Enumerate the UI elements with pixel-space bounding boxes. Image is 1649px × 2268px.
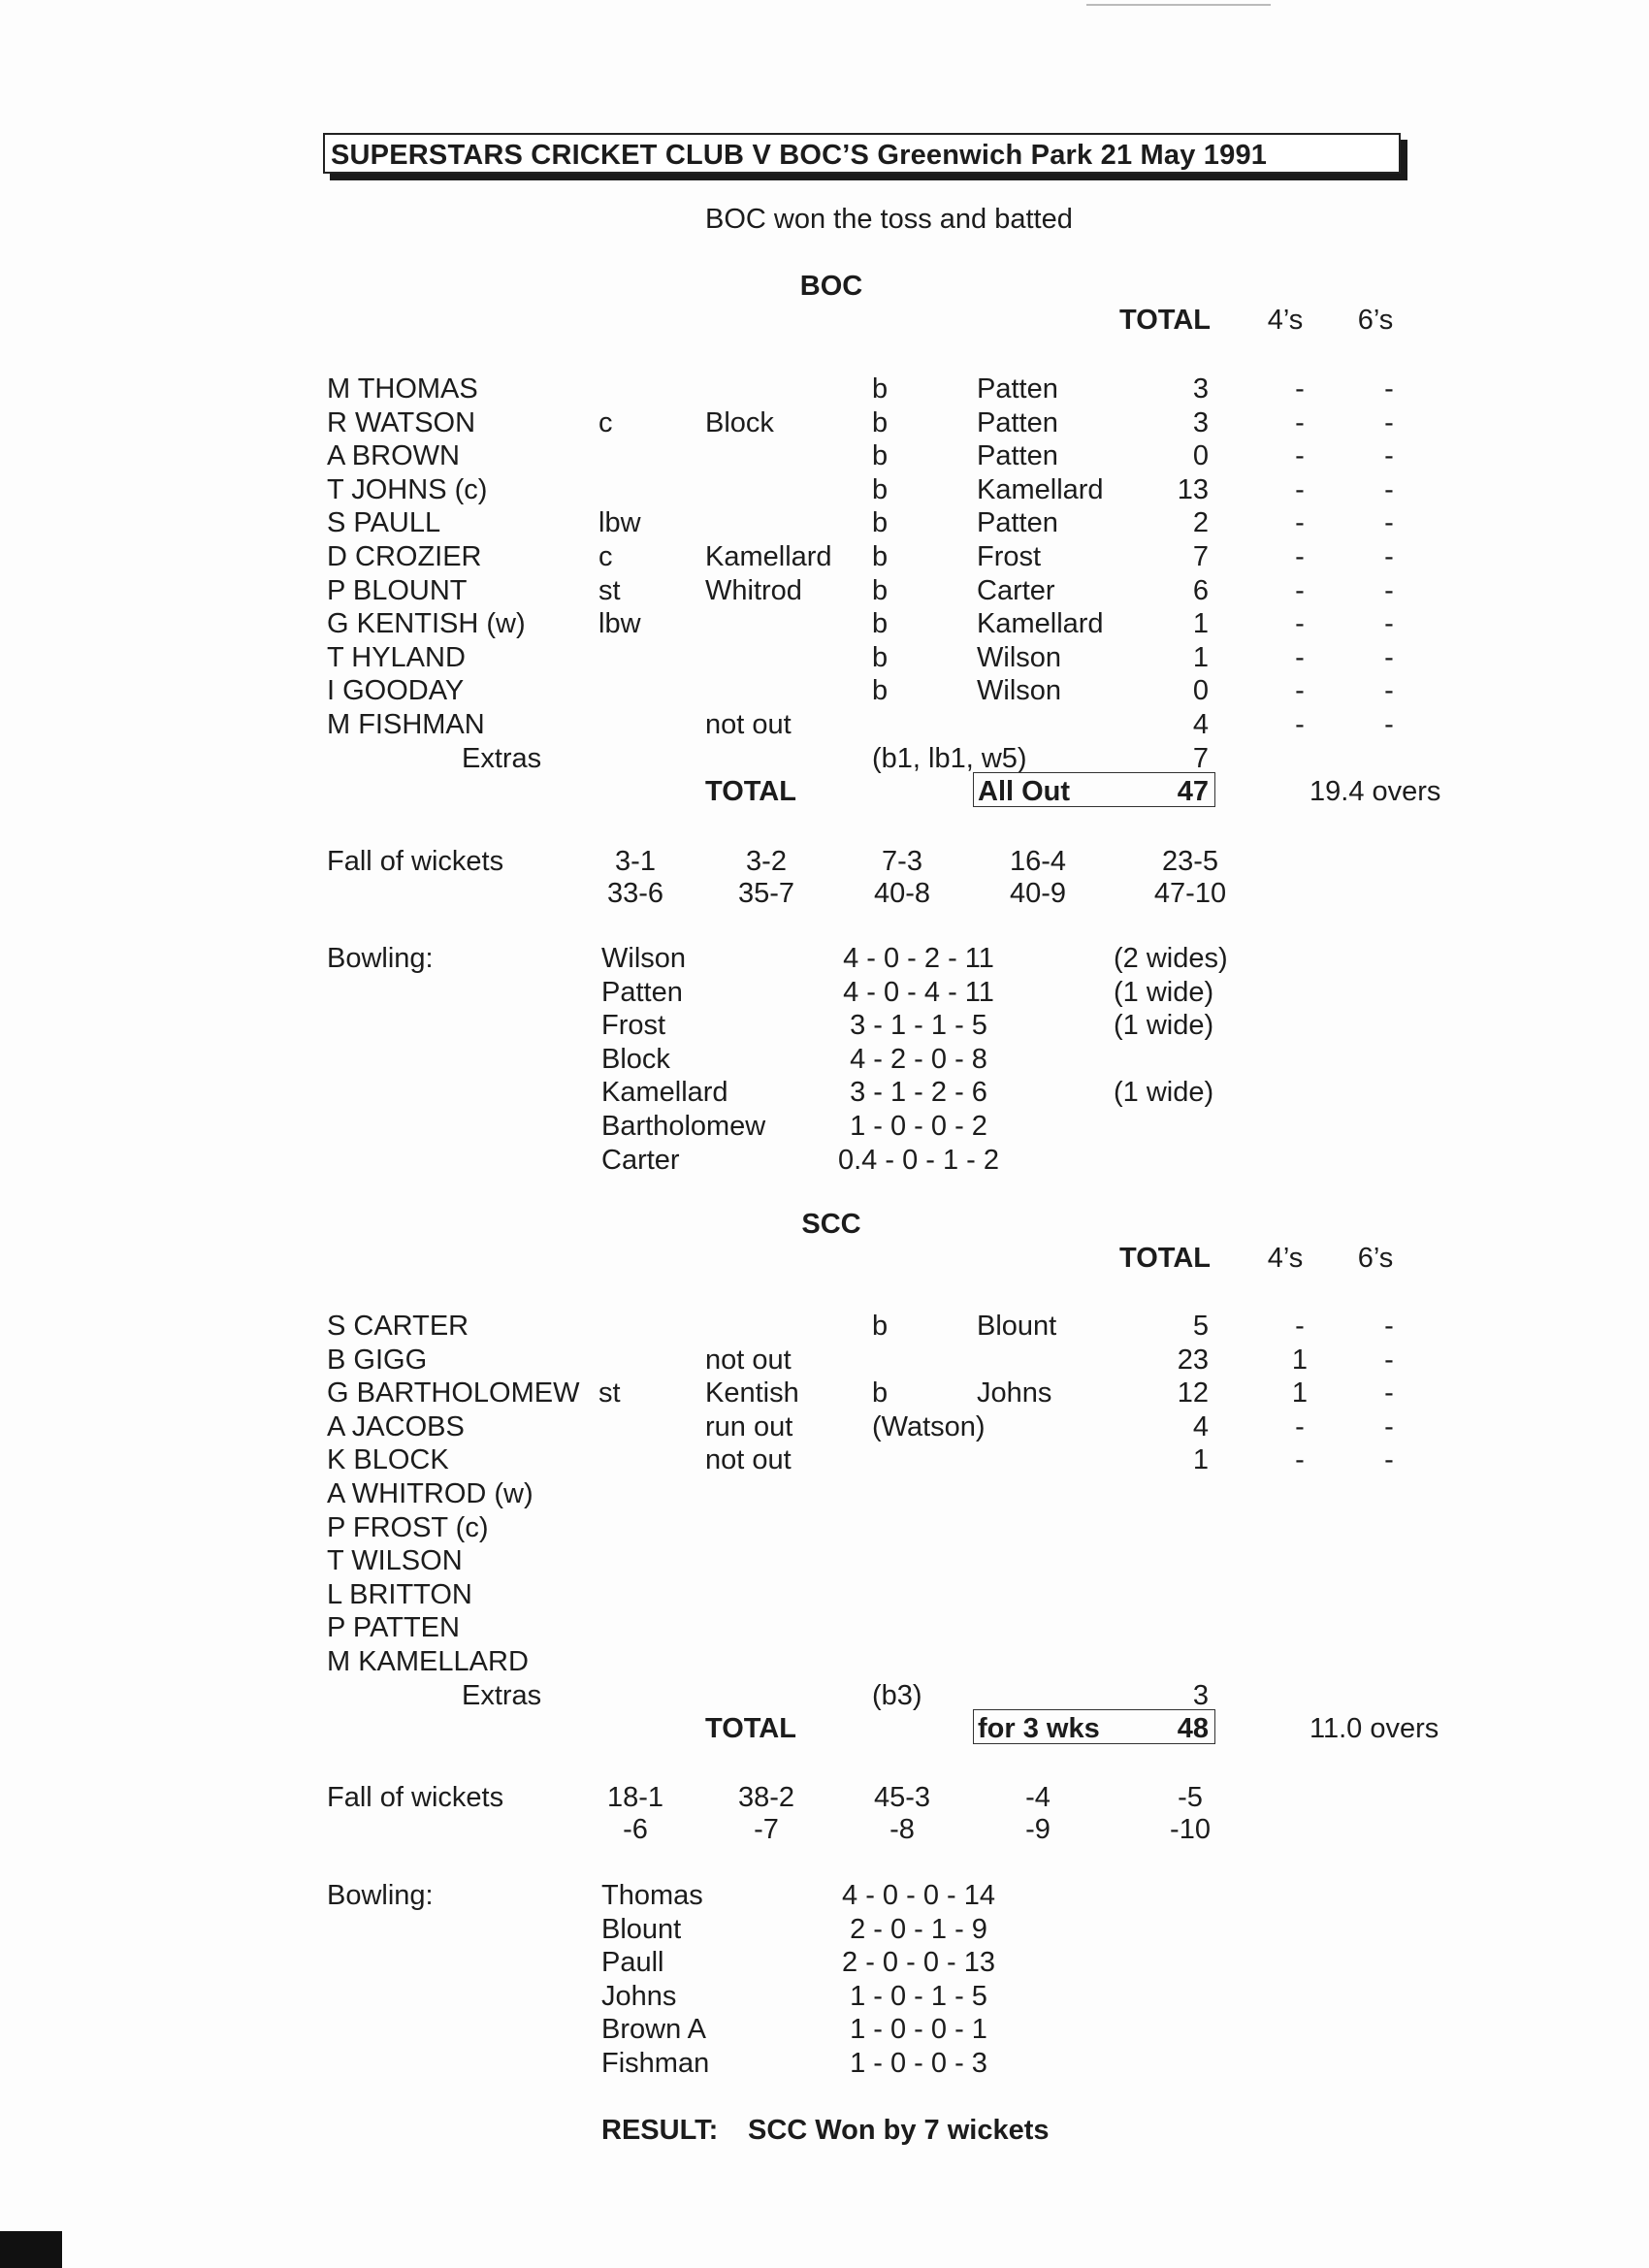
- bowler-name: Wilson: [601, 943, 687, 974]
- batter-runs: 3: [1192, 406, 1209, 438]
- bowler-figures: 2 - 0 - 0 - 13: [842, 1947, 995, 1979]
- dismissal-fielder: Whitrod: [705, 574, 802, 606]
- dismissal-fielder: Kamellard: [705, 541, 832, 572]
- fall-of-wicket: 45-3: [873, 1782, 931, 1813]
- batter-fours: 1: [1291, 1344, 1309, 1376]
- batter-runs: 5: [1192, 1311, 1209, 1342]
- fall-of-wicket: 33-6: [606, 878, 664, 909]
- extras-label: Extras: [462, 743, 542, 774]
- fall-of-wicket: 3-1: [615, 846, 656, 877]
- dismissal-bowler: Johns: [977, 1377, 1052, 1409]
- bowler-name: Patten: [601, 976, 683, 1008]
- fall-of-wicket: 40-9: [1009, 878, 1067, 909]
- batter-fours: -: [1295, 440, 1305, 472]
- bowler-name: Thomas: [601, 1880, 703, 1911]
- batter-runs: 2: [1192, 507, 1209, 539]
- fall-of-wicket: 3-2: [746, 846, 787, 877]
- batter-sixes: -: [1384, 1344, 1394, 1376]
- total-label: TOTAL: [705, 1713, 796, 1744]
- batter-name: G BARTHOLOMEW: [327, 1377, 580, 1409]
- bowler-name: Fishman: [601, 2048, 710, 2079]
- title-box: [323, 133, 1401, 174]
- fall-of-wicket: -4: [1025, 1782, 1051, 1813]
- bowled-marker: b: [872, 608, 889, 640]
- fall-of-wicket: -7: [754, 1814, 779, 1845]
- batter-name: T HYLAND: [327, 641, 466, 673]
- batter-fours: -: [1295, 507, 1305, 539]
- dismissal-fielder: not out: [705, 1344, 792, 1376]
- bowled-marker: b: [872, 1311, 889, 1342]
- bowled-marker: b: [872, 373, 889, 405]
- team-heading: SCC: [801, 1209, 861, 1240]
- sixes-column-header: 6’s: [1357, 1243, 1394, 1274]
- batter-name: A BROWN: [327, 440, 460, 472]
- bowler-figures: 2 - 0 - 1 - 9: [850, 1913, 987, 1945]
- dismissal-type: st: [598, 574, 621, 606]
- extras-detail: (b1, lb1, w5): [872, 743, 1027, 774]
- batter-sixes: -: [1384, 1410, 1394, 1442]
- batter-sixes: -: [1384, 1311, 1394, 1342]
- overs-bowled: 19.4 overs: [1310, 776, 1441, 807]
- fall-of-wicket: 23-5: [1161, 846, 1219, 877]
- batter-runs: 7: [1192, 541, 1209, 572]
- batter-name: K BLOCK: [327, 1444, 449, 1476]
- total-description: All Out: [978, 776, 1071, 807]
- bowler-figures: 1 - 0 - 0 - 3: [850, 2048, 987, 2079]
- batter-sixes: -: [1384, 473, 1394, 505]
- batter-sixes: -: [1384, 440, 1394, 472]
- bowler-figures: 1 - 0 - 0 - 1: [850, 2014, 987, 2046]
- dismissal-bowler: Wilson: [977, 641, 1062, 673]
- team-heading: BOC: [799, 271, 863, 302]
- bowler-name: Blount: [601, 1913, 682, 1945]
- batter-fours: -: [1295, 373, 1305, 405]
- batter-name: S PAULL: [327, 507, 441, 539]
- batter-name: G KENTISH (w): [327, 608, 526, 640]
- dismissal-type: c: [598, 406, 613, 438]
- extras-detail: (b3): [872, 1680, 922, 1711]
- bowler-name: Paull: [601, 1947, 664, 1979]
- bowler-name: Carter: [601, 1144, 680, 1176]
- bowler-figures: 4 - 0 - 0 - 14: [842, 1880, 995, 1911]
- bowled-marker: b: [872, 541, 889, 572]
- bowled-marker: (Watson): [872, 1410, 986, 1442]
- bowler-figures: 4 - 0 - 4 - 11: [843, 976, 994, 1008]
- batter-fours: -: [1295, 641, 1305, 673]
- batter-fours: -: [1295, 1410, 1305, 1442]
- result-label: RESULT:: [601, 2115, 719, 2146]
- batter-runs: 6: [1192, 574, 1209, 606]
- bowler-name: Johns: [601, 1980, 677, 2012]
- batter-sixes: -: [1384, 541, 1394, 572]
- dismissal-type: lbw: [598, 608, 641, 640]
- sixes-column-header: 6’s: [1357, 305, 1394, 336]
- batter-name: A JACOBS: [327, 1410, 465, 1442]
- fall-of-wickets-label: Fall of wickets: [327, 846, 504, 877]
- bowler-name: Bartholomew: [601, 1111, 766, 1142]
- dismissal-type: c: [598, 541, 613, 572]
- fall-of-wicket: 35-7: [737, 878, 795, 909]
- batter-runs: 1: [1192, 608, 1209, 640]
- bowled-marker: b: [872, 406, 889, 438]
- bowling-label: Bowling:: [327, 1880, 434, 1911]
- bowled-marker: b: [872, 1377, 889, 1409]
- total-runs: 47: [1177, 776, 1209, 807]
- fall-of-wicket: -5: [1178, 1782, 1203, 1813]
- fall-of-wicket: 16-4: [1009, 846, 1067, 877]
- batter-name: R WATSON: [327, 406, 476, 438]
- dismissal-type: lbw: [598, 507, 641, 539]
- bowler-figures: 1 - 0 - 0 - 2: [850, 1111, 987, 1142]
- dismissal-fielder: Kentish: [705, 1377, 799, 1409]
- dismissal-bowler: Carter: [977, 574, 1055, 606]
- batter-name: P BLOUNT: [327, 574, 468, 606]
- overs-bowled: 11.0 overs: [1310, 1713, 1439, 1744]
- bowled-marker: b: [872, 440, 889, 472]
- batter-sixes: -: [1384, 1377, 1394, 1409]
- batter-name: P FROST (c): [327, 1511, 489, 1543]
- batter-sixes: -: [1384, 641, 1394, 673]
- fall-of-wicket: 40-8: [873, 878, 931, 909]
- extras-value: 3: [1192, 1680, 1209, 1711]
- bowled-marker: b: [872, 473, 889, 505]
- batter-name: I GOODAY: [327, 675, 465, 707]
- fall-of-wickets-label: Fall of wickets: [327, 1782, 504, 1813]
- bowler-name: Block: [601, 1043, 670, 1075]
- batter-sixes: -: [1384, 608, 1394, 640]
- dismissal-fielder: not out: [705, 709, 792, 740]
- batter-sixes: -: [1384, 675, 1394, 707]
- fall-of-wicket: -10: [1170, 1814, 1211, 1845]
- batter-sixes: -: [1384, 507, 1394, 539]
- fall-of-wicket: 7-3: [882, 846, 922, 877]
- batter-name: M THOMAS: [327, 373, 478, 405]
- bowler-note: (2 wides): [1114, 943, 1228, 974]
- bowler-figures: 1 - 0 - 1 - 5: [850, 1980, 987, 2012]
- bowler-figures: 3 - 1 - 2 - 6: [850, 1077, 987, 1109]
- batter-runs: 3: [1192, 373, 1209, 405]
- batter-name: A WHITROD (w): [327, 1478, 534, 1509]
- bowling-label: Bowling:: [327, 943, 434, 974]
- fall-of-wicket: -8: [889, 1814, 915, 1845]
- bowler-name: Kamellard: [601, 1077, 728, 1109]
- batter-fours: -: [1295, 675, 1305, 707]
- bowler-figures: 4 - 0 - 2 - 11: [843, 943, 994, 974]
- batter-runs: 4: [1192, 1410, 1209, 1442]
- batter-name: T JOHNS (c): [327, 473, 488, 505]
- batter-runs: 23: [1177, 1344, 1209, 1376]
- batter-fours: -: [1295, 1444, 1305, 1476]
- dismissal-bowler: Frost: [977, 541, 1042, 572]
- batter-sixes: -: [1384, 373, 1394, 405]
- batter-fours: -: [1295, 709, 1305, 740]
- dismissal-bowler: Kamellard: [977, 473, 1104, 505]
- dismissal-bowler: Patten: [977, 373, 1058, 405]
- dismissal-bowler: Patten: [977, 406, 1058, 438]
- fours-column-header: 4’s: [1267, 305, 1304, 336]
- batter-runs: 0: [1192, 440, 1209, 472]
- batter-name: S CARTER: [327, 1311, 469, 1342]
- batter-sixes: -: [1384, 709, 1394, 740]
- batter-name: L BRITTON: [327, 1578, 472, 1610]
- batter-runs: 12: [1177, 1377, 1209, 1409]
- batter-name: P PATTEN: [327, 1612, 460, 1644]
- bowler-note: (1 wide): [1114, 1010, 1214, 1042]
- batter-runs: 1: [1192, 641, 1209, 673]
- dismissal-bowler: Wilson: [977, 675, 1062, 707]
- batter-fours: -: [1295, 473, 1305, 505]
- dismissal-bowler: Blount: [977, 1311, 1057, 1342]
- batter-fours: 1: [1291, 1377, 1309, 1409]
- extras-label: Extras: [462, 1680, 542, 1711]
- scan-artifact-line: [1086, 4, 1271, 6]
- fall-of-wicket: -6: [623, 1814, 648, 1845]
- batter-name: B GIGG: [327, 1344, 428, 1376]
- total-label: TOTAL: [705, 776, 796, 807]
- batter-runs: 0: [1192, 675, 1209, 707]
- batter-name: M FISHMAN: [327, 709, 485, 740]
- batter-sixes: -: [1384, 1444, 1394, 1476]
- bowler-note: (1 wide): [1114, 1077, 1214, 1109]
- batter-name: D CROZIER: [327, 541, 482, 572]
- page-title: SUPERSTARS CRICKET CLUB V BOC’S Greenwich Park 21 May 1991: [331, 140, 1268, 171]
- total-description: for 3 wks: [978, 1713, 1100, 1744]
- toss-text: BOC won the toss and batted: [705, 204, 1073, 235]
- fall-of-wicket: 47-10: [1153, 878, 1227, 909]
- dismissal-bowler: Patten: [977, 507, 1058, 539]
- fours-column-header: 4’s: [1267, 1243, 1304, 1274]
- dismissal-fielder: run out: [705, 1410, 793, 1442]
- result-text: SCC Won by 7 wickets: [748, 2115, 1050, 2146]
- batter-runs: 1: [1192, 1444, 1209, 1476]
- batter-name: M KAMELLARD: [327, 1646, 529, 1677]
- bowled-marker: b: [872, 507, 889, 539]
- bowled-marker: b: [872, 641, 889, 673]
- batter-fours: -: [1295, 406, 1305, 438]
- batter-runs: 4: [1192, 709, 1209, 740]
- dismissal-fielder: Block: [705, 406, 774, 438]
- fall-of-wicket: -9: [1025, 1814, 1051, 1845]
- batter-sixes: -: [1384, 406, 1394, 438]
- batter-fours: -: [1295, 608, 1305, 640]
- dismissal-bowler: Kamellard: [977, 608, 1104, 640]
- bowled-marker: b: [872, 675, 889, 707]
- total-runs: 48: [1177, 1713, 1209, 1744]
- bowler-figures: 3 - 1 - 1 - 5: [850, 1010, 987, 1042]
- dismissal-fielder: not out: [705, 1444, 792, 1476]
- batter-sixes: -: [1384, 574, 1394, 606]
- dismissal-bowler: Patten: [977, 440, 1058, 472]
- bowled-marker: b: [872, 574, 889, 606]
- bowler-figures: 0.4 - 0 - 1 - 2: [837, 1144, 1000, 1176]
- fall-of-wicket: 38-2: [737, 1782, 795, 1813]
- fall-of-wicket: 18-1: [606, 1782, 664, 1813]
- batter-fours: -: [1295, 1311, 1305, 1342]
- bowler-name: Brown A: [601, 2014, 706, 2046]
- total-column-header: TOTAL: [1119, 1243, 1211, 1274]
- bowler-name: Frost: [601, 1010, 666, 1042]
- bowler-note: (1 wide): [1114, 976, 1214, 1008]
- scan-edge-shadow: [0, 2231, 62, 2268]
- dismissal-type: st: [598, 1377, 621, 1409]
- bowler-figures: 4 - 2 - 0 - 8: [850, 1043, 987, 1075]
- batter-runs: 13: [1177, 473, 1209, 505]
- batter-fours: -: [1295, 541, 1305, 572]
- total-column-header: TOTAL: [1119, 305, 1211, 336]
- batter-fours: -: [1295, 574, 1305, 606]
- batter-name: T WILSON: [327, 1545, 463, 1577]
- extras-value: 7: [1192, 743, 1209, 774]
